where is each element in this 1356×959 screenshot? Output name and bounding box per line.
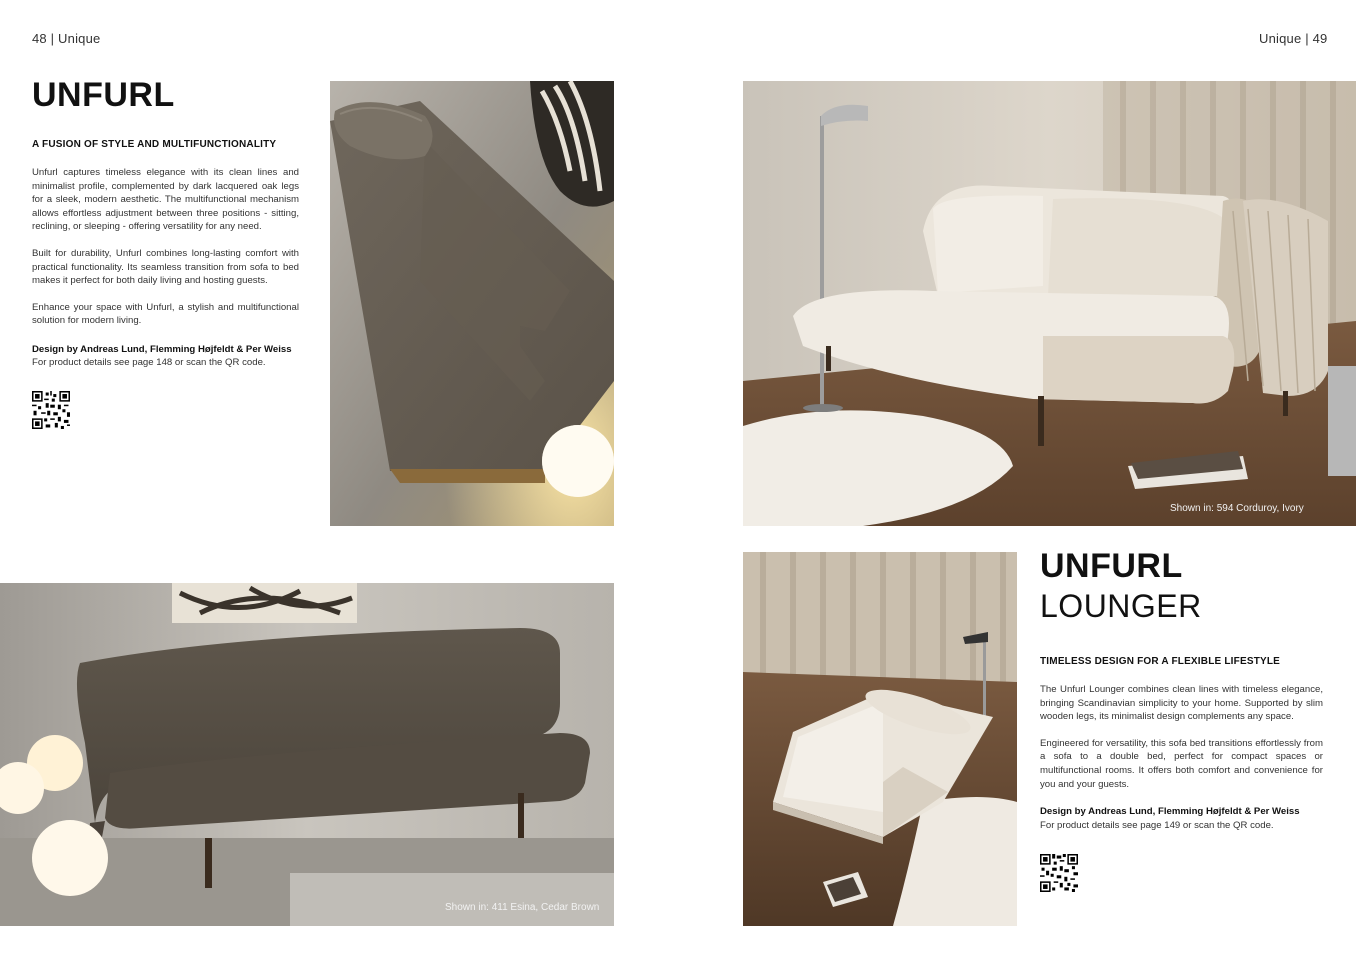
description-paragraph: Engineered for versatility, this sofa bed transitions effortlessly from a sofa to a double bed, perfect for compact spaces or multifunctional rooms. It offers both comfort and convenience for you and your guests.	[1040, 737, 1323, 790]
description-paragraph: The Unfurl Lounger combines clean lines with timeless elegance, bringing Scandinavian simplicity to your home. Supported by slim wooden legs, its minimalist design complements any space.	[1040, 684, 1323, 723]
designer-credit: Design by Andreas Lund, Flemming Højfeldt & Per Weiss	[32, 344, 292, 355]
fabric-caption-left: Shown in: 411 Esina, Cedar Brown	[445, 902, 600, 913]
description-block	[1040, 683, 1323, 791]
description-block	[32, 166, 299, 328]
product-title-unfurl: UNFURL	[32, 76, 175, 114]
product-photo-unfurl-corduroy	[743, 81, 1356, 526]
description-paragraph: Unfurl captures timeless elegance with its clean lines and minimalist profile, complemented by dark lacquered oak legs for a sleek, modern aesthetic. The multifunctional mechanism allows effortless adjustment between three positions - sitting, reclining, or sleeping - offering versatility for any need.	[32, 167, 299, 233]
page-number-right: Unique | 49	[1259, 31, 1328, 46]
product-details-note: For product details see page 148 or scan the QR code.	[32, 357, 266, 368]
curtain-decor	[743, 552, 1017, 682]
section-subtitle: TIMELESS DESIGN FOR A FLEXIBLE LIFESTYLE	[1040, 656, 1281, 667]
wall-art	[172, 583, 357, 623]
description-paragraph: Enhance your space with Unfurl, a stylish and multifunctional solution for modern living.	[32, 301, 299, 327]
designer-credit: Design by Andreas Lund, Flemming Højfeldt & Per Weiss	[1040, 806, 1300, 817]
product-title-lounger-line: LOUNGER	[1040, 588, 1202, 624]
product-photo-unfurl-bed	[330, 81, 614, 526]
product-details-note: For product details see page 149 or scan the QR code.	[1040, 820, 1274, 831]
description-paragraph: Built for durability, Unfurl combines long-lasting comfort with practical functionality. Its seamless transition from sofa to bed makes it perfect for both daily living and hosting guests.	[32, 247, 299, 287]
qr-code-icon[interactable]	[32, 391, 70, 429]
page-number-left: 48 | Unique	[32, 31, 101, 46]
section-subtitle: A FUSION OF STYLE AND MULTIFUNCTIONALITY	[32, 139, 277, 150]
product-title-unfurl-lounger: UNFURL	[1040, 547, 1183, 585]
qr-code-icon[interactable]	[1040, 854, 1078, 892]
product-photo-unfurl-sofa	[0, 583, 614, 926]
product-photo-unfurl-lounger	[743, 552, 1017, 926]
fabric-caption-right: Shown in: 594 Corduroy, Ivory	[1170, 503, 1304, 514]
